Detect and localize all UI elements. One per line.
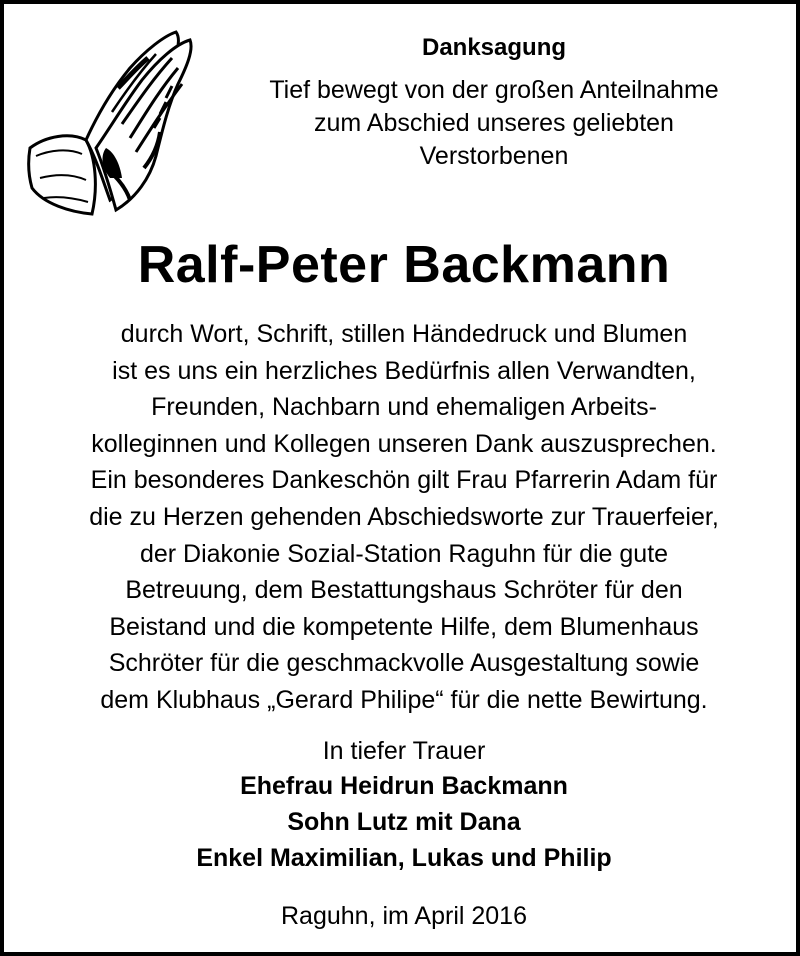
praying-hands-icon: [26, 28, 196, 218]
signatory: Enkel Maximilian, Lukas und Philip: [196, 844, 612, 872]
header-line: Tief bewegt von der großen Anteilnahme: [269, 76, 719, 104]
closing-block: [4, 734, 800, 876]
closing-intro: In tiefer Trauer: [322, 737, 486, 765]
body-line: durch Wort, Schrift, stillen Händedruck und Blumen: [120, 320, 688, 348]
deceased-name: Ralf-Peter Backmann: [137, 236, 671, 294]
place-date: Raguhn, im April 2016: [281, 902, 527, 930]
body-line: Beistand und die kompetente Hilfe, dem Blumenhaus: [109, 612, 699, 641]
signatory: Sohn Lutz mit Dana: [287, 808, 521, 836]
body-line: ist es uns ein herzliches Bedürfnis allen Verwandten,: [112, 356, 696, 385]
body-line: Betreuung, dem Bestattungshaus Schröter für den: [125, 576, 683, 605]
header-line: Verstorbenen: [419, 142, 569, 170]
body-line: Freunden, Nachbarn und ehemaligen Arbeits-: [151, 393, 657, 422]
body-line: Schröter für die geschmackvolle Ausgestaltung sowie: [108, 649, 700, 678]
body-line: die zu Herzen gehenden Abschiedsworte zur Trauerfeier,: [89, 502, 719, 531]
body-line: Ein besonderes Dankeschön gilt Frau Pfarrerin Adam für: [90, 466, 718, 495]
body-line: dem Klubhaus „Gerard Philipe“ für die nette Bewirtung.: [100, 685, 708, 714]
thank-you-text: [4, 316, 800, 719]
body-line: kolleginnen und Kollegen unseren Dank auszusprechen.: [91, 429, 717, 458]
header-line: zum Abschied unseres geliebten: [314, 109, 674, 137]
notice-title: Danksagung: [421, 34, 567, 61]
signatory: Ehefrau Heidrun Backmann: [240, 772, 568, 800]
header-block: [194, 32, 794, 173]
body-line: der Diakonie Sozial-Station Raguhn für die gute: [139, 539, 669, 568]
